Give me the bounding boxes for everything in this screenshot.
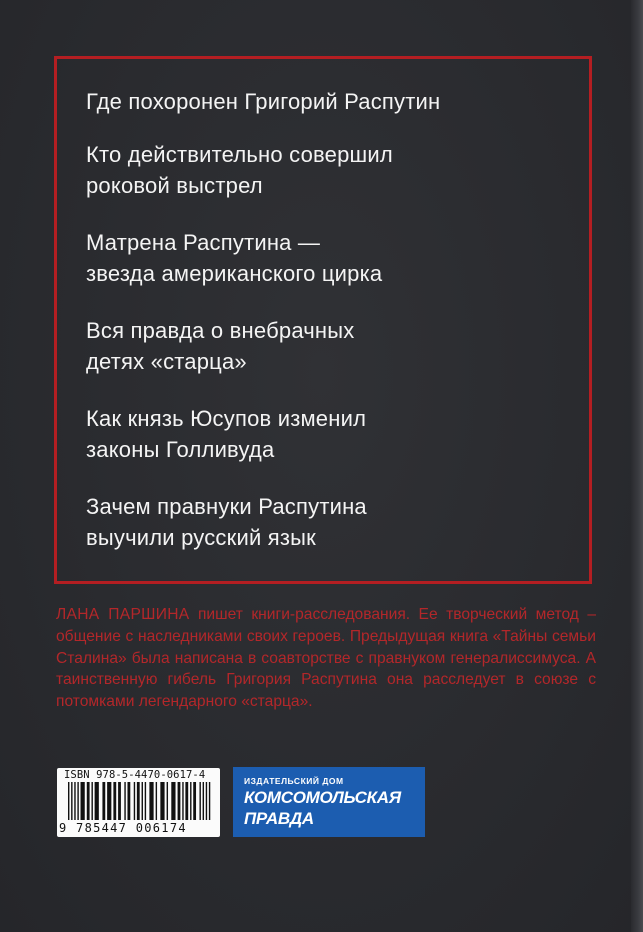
- barcode-bar: [171, 782, 175, 820]
- barcode-bar: [137, 782, 140, 820]
- barcode-bar: [145, 782, 146, 820]
- barcode-bar: [167, 782, 168, 820]
- barcode-bar: [81, 782, 85, 820]
- teaser-list: [86, 86, 576, 579]
- teaser-line: Кто действительно совершил: [86, 142, 393, 167]
- barcode-bar: [142, 782, 143, 820]
- author-name: ЛАНА ПАРШИНА: [56, 606, 190, 623]
- publisher-house-label: ИЗДАТЕЛЬСКИЙ ДОМ: [244, 776, 344, 786]
- barcode-bar: [102, 782, 105, 820]
- teaser-line: законы Голливуда: [86, 437, 275, 462]
- barcode-bar: [160, 782, 164, 820]
- barcode-bar: [149, 782, 153, 820]
- barcode-bar: [68, 782, 69, 820]
- barcode-bar: [113, 782, 116, 820]
- teaser-item: [86, 86, 576, 117]
- publisher-name-line2: ПРАВДА: [244, 809, 314, 828]
- barcode-bar: [95, 782, 99, 820]
- teaser-line: Вся правда о внебрачных: [86, 318, 355, 343]
- barcode-bar: [124, 782, 125, 820]
- barcode-bar: [87, 782, 90, 820]
- teaser-line: Как князь Юсупов изменил: [86, 406, 367, 431]
- barcode-bar: [77, 782, 78, 820]
- barcode-bar: [193, 782, 196, 820]
- barcode-bar: [178, 782, 181, 820]
- barcode-bar: [182, 782, 183, 820]
- barcode-bar: [185, 782, 188, 820]
- teaser-line: звезда американского цирка: [86, 261, 383, 286]
- barcode-bar: [203, 782, 204, 820]
- barcode-bar: [156, 782, 157, 820]
- teaser-line: Матрена Распутина —: [86, 230, 321, 255]
- barcode-bar: [206, 782, 207, 820]
- barcode-bar: [107, 782, 111, 820]
- teaser-line: роковой выстрел: [86, 173, 263, 198]
- author-blurb: [56, 604, 596, 713]
- barcode-bar: [190, 782, 191, 820]
- teaser-line: выучили русский язык: [86, 525, 316, 550]
- teaser-item: [86, 315, 576, 377]
- publisher-name-line1: КОМСОМОЛЬСКАЯ: [244, 788, 401, 807]
- publisher-logo: [233, 767, 425, 837]
- barcode-number: 9 785447 006174: [59, 821, 187, 835]
- blurb-text: пишет книги-расследования. Ее творческий метод – общение с наследниками своих героев. Предыдущая книга «Тайны семьи Сталина» была написана в соавторстве с правнуком генералиссимуса. А таинственную гибель Григория Распутина она расследует в союзе с потомками легендарного «старца».: [56, 606, 596, 711]
- barcode-bar: [134, 782, 135, 820]
- barcode-bar: [209, 782, 210, 820]
- barcode-bar: [74, 782, 75, 820]
- isbn-label: ISBN 978-5-4470-0617-4: [64, 769, 206, 781]
- teaser-item: [86, 403, 576, 465]
- barcode-bar: [127, 782, 130, 820]
- teaser-line: детях «старца»: [86, 349, 247, 374]
- barcode-bar: [71, 782, 72, 820]
- teaser-line: Зачем правнуки Распутина: [86, 494, 367, 519]
- teaser-item: [86, 491, 576, 553]
- barcode-image: [68, 782, 214, 822]
- teaser-item: [86, 227, 576, 289]
- teaser-item: [86, 139, 576, 201]
- cover-edge: [631, 0, 643, 932]
- barcode-bar: [118, 782, 121, 820]
- barcode-bar: [199, 782, 200, 820]
- teaser-line: Где похоронен Григорий Распутин: [86, 89, 441, 114]
- barcode-bar: [91, 782, 92, 820]
